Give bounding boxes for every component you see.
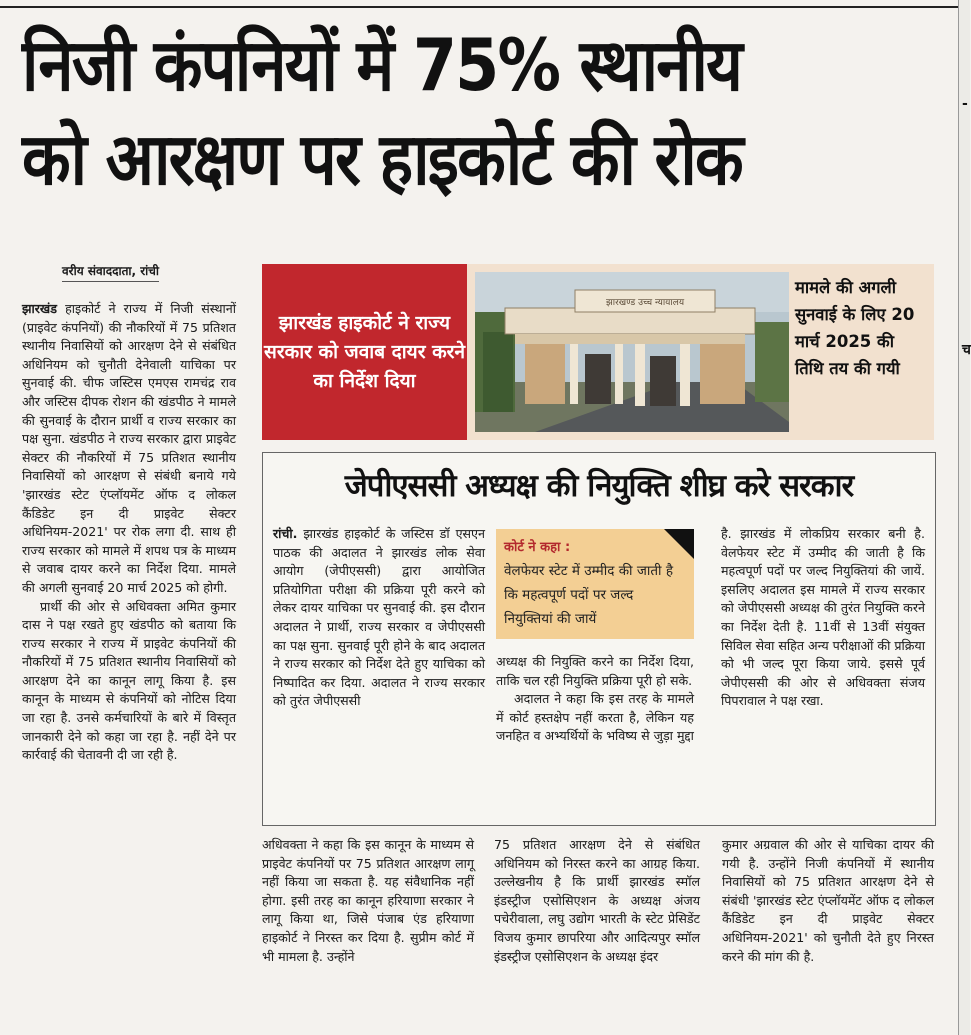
high-court-photo xyxy=(475,272,789,432)
jpsc-column-2: अध्यक्ष की नियुक्ति करने का निर्देश दिया, ताकि चल रही नियुक्ति प्रक्रिया पूरी हो सके. अदालत ने कहा कि इस तरह के मामले में कोर्ट हस्तक्षेप नहीं करता है, लेकिन यह जनहित व अभ्यर्थियों के भविष्य से जुड़ा मुद्दा xyxy=(496,654,694,744)
court-quote-box xyxy=(496,529,694,639)
jpsc-column-3: है. झारखंड में लोकप्रिय सरकार बनी है. वेलफेयर स्टेट में उम्मीद की जाती है कि महत्वपूर्ण पदों पर जल्द नियुक्तियां की जायें. इसलिए अदालत इस मामले में राज्य सरकार को जेपीएससी अध्यक्ष की तुरंत नियुक्ति करने का निर्देश देती है. 11वीं से 13वीं संयुक्त सिविल सेवा सहित अन्य परीक्षाओं की प्रक्रिया को भी जल्द पूरा किया जाये. इससे पूर्व जेपीएससी की ओर से अधिवक्ता संजय पिपरावाल ने पक्ष रखा. xyxy=(721,526,925,709)
banner-right-text: मामले की अगली सुनवाई के लिए 20 मार्च 2025 की तिथि तय की गयी xyxy=(795,278,915,378)
headline-line-2: को आरक्षण पर हाइकोर्ट की रोक xyxy=(22,117,742,201)
jpsc-story-box xyxy=(262,452,936,826)
court-sign-text: झारखण्ड उच्च न्यायालय xyxy=(605,298,685,308)
edge-mark: च xyxy=(962,342,971,358)
edge-mark: - xyxy=(962,96,968,112)
main-story-lead: झारखंड हाइकोर्ट ने राज्य में निजी संस्थानों (प्राइवेट कंपनियों) की नौकरियों में 75 प्रतिशत स्थानीय निवासियों को आरक्षण देने से संबंधित अधिनियम को चुनौती देनेवाली याचिका पर सुनवाई की. चीफ जस्टिस एमएस रामचंद्र राव और जस्टिस दीपक रोशन की खंडपीठ ने मामले की सुनवाई के दौरान प्रार्थी व राज्य सरकार का पक्ष सुना. खंडपीठ ने राज्य सरकार द्वारा प्राइवेट सेक्टर की नौकरियों में 75 प्रतिशत स्थानीय निवासियों को आरक्षण से संबंधी बनाये गये 'झारखंड स्टेट एंप्लॉयमेंट ऑफ द लोकल कैंडिडेट इन दी प्राइवेट सेक्टर अधिनियम-2021' पर रोक लगा दी. साथ ही राज्य सरकार को मामले में शपथ पत्र के माध्यम से जवाब दायर करने का निर्देश दिया. मामले की अगली सुनवाई 20 मार्च 2025 को होगी. xyxy=(22,301,236,595)
main-story-column-4: कुमार अग्रवाल की ओर से याचिका दायर की गयी है. उन्होंने निजी कंपनियों में स्थानीय निवासियों को 75 प्रतिशत आरक्षण देने से संबंधी 'झारखंड स्टेट एंप्लॉयमेंट ऑफ द लोकल कैंडिडेट इन दी प्राइवेट सेक्टर अधिनियम-2021' को चुनौती देते हुए निरस्त करने की मांग की है. xyxy=(722,837,934,964)
main-story-column-2: अधिवक्ता ने कहा कि इस कानून के माध्यम से प्राइवेट कंपनियों पर 75 प्रतिशत आरक्षण लागू नहीं किया जा सकता है. यह संवैधानिक नहीं होगा. इसी तरह का कानून हरियाणा सरकार ने लागू किया था, जिसे पंजाब एंड हरियाणा हाइकोर्ट ने निरस्त कर दिया है. सुप्रीम कोर्ट में भी मामला है. उन्होंने xyxy=(262,837,474,964)
headline xyxy=(22,18,832,206)
main-story-paragraph: प्रार्थी की ओर से अधिवक्ता अमित कुमार दास ने पक्ष रखते हुए खंडपीठ को बताया कि राज्य सरकार ने राज्य में प्राइवेट कंपनियों की नौकरियों में 75 प्रतिशत स्थानीय निवासियों को आरक्षण देने का कानून लागू किया है. इस कानून के माध्यम से कंपनियों को नोटिस दिया जा रहा है. उनसे कर्मचारियों के बारे में विस्तृत जानकारी देने को कहा जा रहा है. नहीं देने पर कार्रवाई की चेतावनी दी जा रही है. xyxy=(22,598,236,763)
top-rule xyxy=(0,6,969,8)
byline: वरीय संवाददाता, रांची xyxy=(62,262,159,282)
headline-line-1: निजी कंपनियों में 75% स्थानीय xyxy=(22,23,742,107)
dateline: झारखंड xyxy=(22,301,57,316)
quote-text: वेलफेयर स्टेट में उम्मीद की जाती है कि महत्वपूर्ण पदों पर जल्द नियुक्तियां की जायें xyxy=(504,563,674,627)
quote-corner-fold xyxy=(664,529,694,559)
high-court-building-illustration xyxy=(475,272,789,432)
banner-red-text: झारखंड हाइकोर्ट ने राज्य सरकार को जवाब दायर करने का निर्देश दिया xyxy=(263,311,465,392)
quote-heading: कोर्ट ने कहा : xyxy=(504,540,571,555)
jpsc-column-1: रांची. झारखंड हाइकोर्ट के जस्टिस डॉ एसएन पाठक की अदालत ने झारखंड लोक सेवा आयोग (जेपीएससी) द्वारा आयोजित प्रतियोगिता परीक्षा की प्रक्रिया पूरी करने को लेकर दायर याचिका पर सुनवाई की. इस दौरान अदालत ने प्रार्थी, राज्य सरकार व जेपीएससी का पक्ष सुना. सुनवाई पूरी होने के बाद अदालत ने राज्य सरकार को निर्देश देते हुए याचिका को निष्पादित कर दिया. अदालत ने राज्य सरकार को तुरंत जेपीएससी xyxy=(273,526,485,709)
main-story-column xyxy=(22,300,236,765)
jpsc-story-title: जेपीएससी अध्यक्ष की नियुक्ति शीघ्र करे सरकार xyxy=(344,468,854,504)
banner-red-box xyxy=(262,264,467,440)
adjacent-column-edge xyxy=(958,0,970,1035)
banner xyxy=(262,264,934,440)
dateline: रांची. xyxy=(273,526,298,541)
main-story-column-3: 75 प्रतिशत आरक्षण देने से संबंधित अधिनियम को निरस्त करने का आग्रह किया. उल्लेखनीय है कि प्रार्थी झारखंड स्मॉल इंडस्ट्रीज एसोसिएशन के अध्यक्ष अंजय पचेरीवाला, लघु उद्योग भारती के स्टेट प्रेसिडेंट विजय कुमार छापरिया और आदित्यपुर स्मॉल इंडस्ट्रीज एसोसिएशन के अध्यक्ष इंदर xyxy=(494,837,700,964)
